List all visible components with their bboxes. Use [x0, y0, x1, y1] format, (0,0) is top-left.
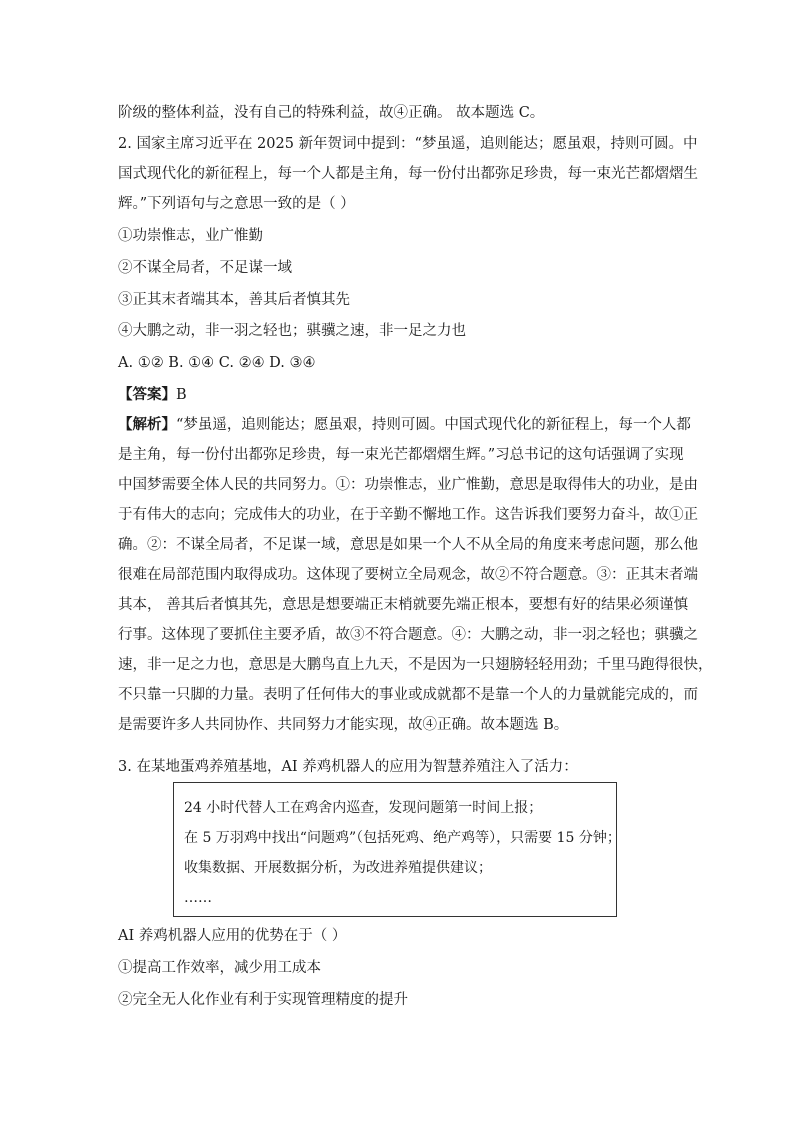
analysis-line: 行事。这体现了要抓住主要矛盾，故③不符合题意。④：大鹏之动，非一羽之轻也；骐骥之: [118, 627, 698, 643]
answer-value: B: [176, 387, 187, 403]
question-2-option-1: ①功崇惟志，业广惟勤: [118, 228, 263, 244]
question-3-stem: AI 养鸡机器人应用的优势在于（ ）: [118, 928, 347, 944]
question-2-option-3: ③正其末者端其本，善其后者慎其先: [118, 292, 350, 308]
question-2-option-4: ④大鹏之动，非一羽之轻也；骐骥之速，非一足之力也: [118, 323, 466, 339]
question-3-option-1: ①提高工作效率，减少用工成本: [118, 960, 321, 976]
analysis-line: 其本， 善其后者慎其先，意思是想要端正末梢就要先端正根本，要想有好的结果必须谨慎: [118, 597, 689, 613]
question-3-option-2: ②完全无人化作业有利于实现管理精度的提升: [118, 992, 408, 1008]
question-2-stem-line-3: 辉。”下列语句与之意思一致的是（ ）: [118, 196, 355, 212]
question-2-stem-line-2: 国式现代化的新征程上，每一个人都是主角，每一份付出都弥足珍贵，每一束光芒都熠熠生: [118, 166, 698, 182]
analysis-line: 中国梦需要全体人民的共同努力。①：功崇惟志，业广惟勤，意思是取得伟大的功业，是由: [118, 477, 698, 493]
question-3-stem-line-1: 3. 在某地蛋鸡养殖基地，AI 养鸡机器人的应用为智慧养殖注入了活力：: [118, 759, 578, 775]
material-line: 24 小时代替人工在鸡舍内巡查，发现问题第一时间上报；: [184, 800, 543, 816]
analysis-line: 速，非一足之力也，意思是大鹏鸟直上九天，不是因为一只翅膀轻轻用劲；千里马跑得很快，: [118, 657, 713, 673]
analysis-line: 是主角，每一份付出都弥足珍贵，每一束光芒都熠熠生辉。”习总书记的这句话强调了实现: [118, 447, 684, 463]
material-box: [173, 782, 621, 917]
answer-line: [118, 385, 678, 405]
analysis-line-text: “梦虽遥，追则能达；愿虽艰，持则可圆。中国式现代化的新征程上，每一个人都: [176, 417, 691, 433]
analysis-line: 很难在局部范围内取得成功。这体现了要树立全局观念，故②不符合题意。③：正其末者端: [118, 567, 698, 583]
material-ellipsis: ……: [184, 890, 212, 906]
material-line: 在 5 万羽鸡中找出“问题鸡”（包括死鸡、绝产鸡等），只需要 15 分钟；: [184, 830, 621, 846]
prev-answer-tail: 阶级的整体利益，没有自己的特殊利益，故④正确。 故本题选 C。: [118, 105, 545, 121]
material-line: 收集数据、开展数据分析，为改进养殖提供建议；: [184, 860, 492, 876]
analysis-line: 于有伟大的志向；完成伟大的功业，在于辛勤不懈地工作。这告诉我们要努力奋斗，故①正: [118, 507, 698, 523]
analysis-label: 【解析】: [118, 416, 176, 433]
analysis-line: [118, 410, 691, 440]
analysis-line: 确。②：不谋全局者，不足谋一域，意思是如果一个人不从全局的角度来考虑问题，那么他: [118, 537, 698, 553]
answer-label: 【答案】: [118, 386, 176, 403]
question-2-choices: A. ①② B. ①④ C. ②④ D. ③④: [118, 355, 316, 371]
analysis-line: 是需要许多人共同协作、共同努力才能实现，故④正确。故本题选 B。: [118, 717, 569, 733]
question-2-option-2: ②不谋全局者，不足谋一域: [118, 260, 292, 276]
analysis-paragraph: [118, 410, 713, 740]
question-2-stem-line-1: 2. 国家主席习近平在 2025 新年贺词中提到：“梦虽遥，追则能达；愿虽艰，持则可圆。中: [118, 136, 698, 152]
analysis-line: 不只靠一只脚的力量。表明了任何伟大的事业或成就都不是靠一个人的力量就能完成的，而: [118, 687, 698, 703]
